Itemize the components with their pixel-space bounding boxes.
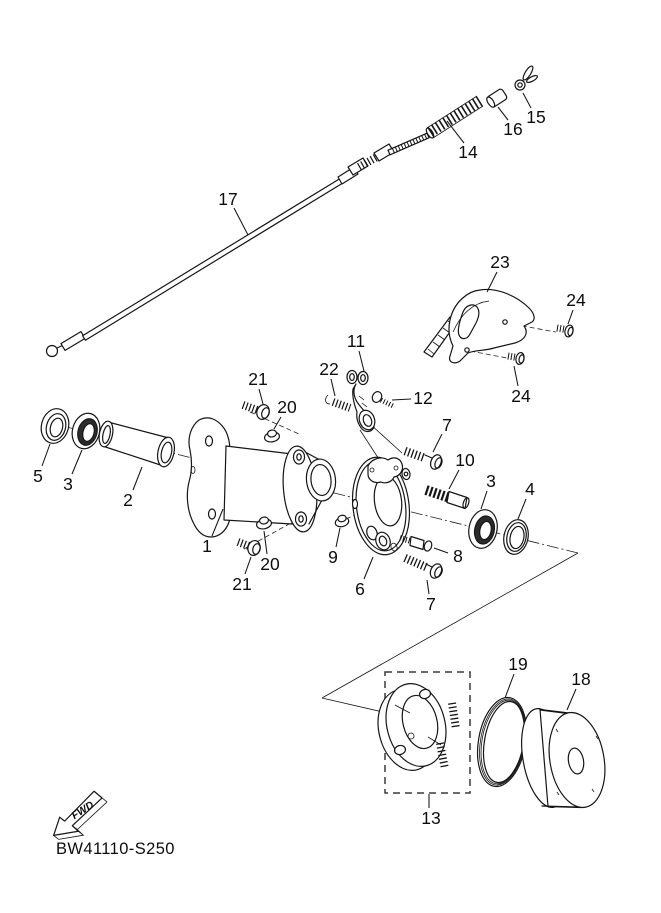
callout-20b: 20 [260,554,280,574]
dust-seal-5-drawing [37,406,72,447]
flange-nut-20a-drawing [264,429,280,443]
mount-bolt-21b-drawing [238,539,262,557]
wing-bolt-drawing [515,65,538,90]
bearing-3-right-drawing [465,507,500,551]
callout-16: 16 [503,119,523,139]
callout-21b: 21 [232,574,252,594]
callout-21a: 21 [248,369,268,389]
callout-8: 8 [453,546,463,566]
brake-drum-drawing [515,705,612,812]
bearing-3-left-drawing [68,410,103,452]
callout-22: 22 [319,359,339,379]
callout-23: 23 [490,252,510,272]
callout-13: 13 [421,808,441,828]
callout-7a: 7 [442,415,452,435]
cable-adjuster-drawing [425,96,483,139]
callout-3b: 3 [486,471,496,491]
fwd-label: FWD [69,798,97,823]
callout-1: 1 [202,536,212,556]
callout-2: 2 [123,490,133,510]
callout-6: 6 [355,579,365,599]
guard-bolt-24a-drawing [557,324,574,338]
callout-15: 15 [526,107,546,127]
diagram-part-code: BW41110-S250 [56,840,175,858]
callout-10: 10 [455,450,475,470]
brake-cable-drawing [47,133,430,356]
callout-20a: 20 [277,397,297,417]
lever-bolt-drawing [371,390,393,406]
pin-10-drawing [426,490,470,509]
callout-24a: 24 [566,290,586,310]
callout-3a: 3 [63,474,73,494]
callout-19: 19 [508,654,528,674]
mount-bolt-21a-drawing [243,403,271,421]
callout-14: 14 [458,142,478,162]
callout-5: 5 [33,466,43,486]
callout-17: 17 [218,189,238,209]
nut-9-drawing [334,514,349,528]
backing-plate-drawing [347,454,415,558]
cable-cap-drawing [485,88,508,109]
projection-lines [322,553,578,713]
brake-shoes-drawing [370,677,456,776]
callout-7b: 7 [426,594,436,614]
bolt-7-bottom-drawing [405,558,444,580]
callout-11: 11 [346,331,366,351]
guard-bolt-24b-drawing [508,352,525,365]
callout-12: 12 [413,388,433,408]
lever-spring-drawing [326,395,350,408]
collar-2-drawing [97,420,177,468]
callout-9: 9 [328,547,338,567]
seal-4-drawing [501,517,532,556]
callout-24b: 24 [511,386,531,406]
callout-18: 18 [571,669,591,689]
callout-4: 4 [525,479,535,499]
bolt-7-top-drawing [405,451,444,471]
cable-guard-drawing [424,289,534,362]
